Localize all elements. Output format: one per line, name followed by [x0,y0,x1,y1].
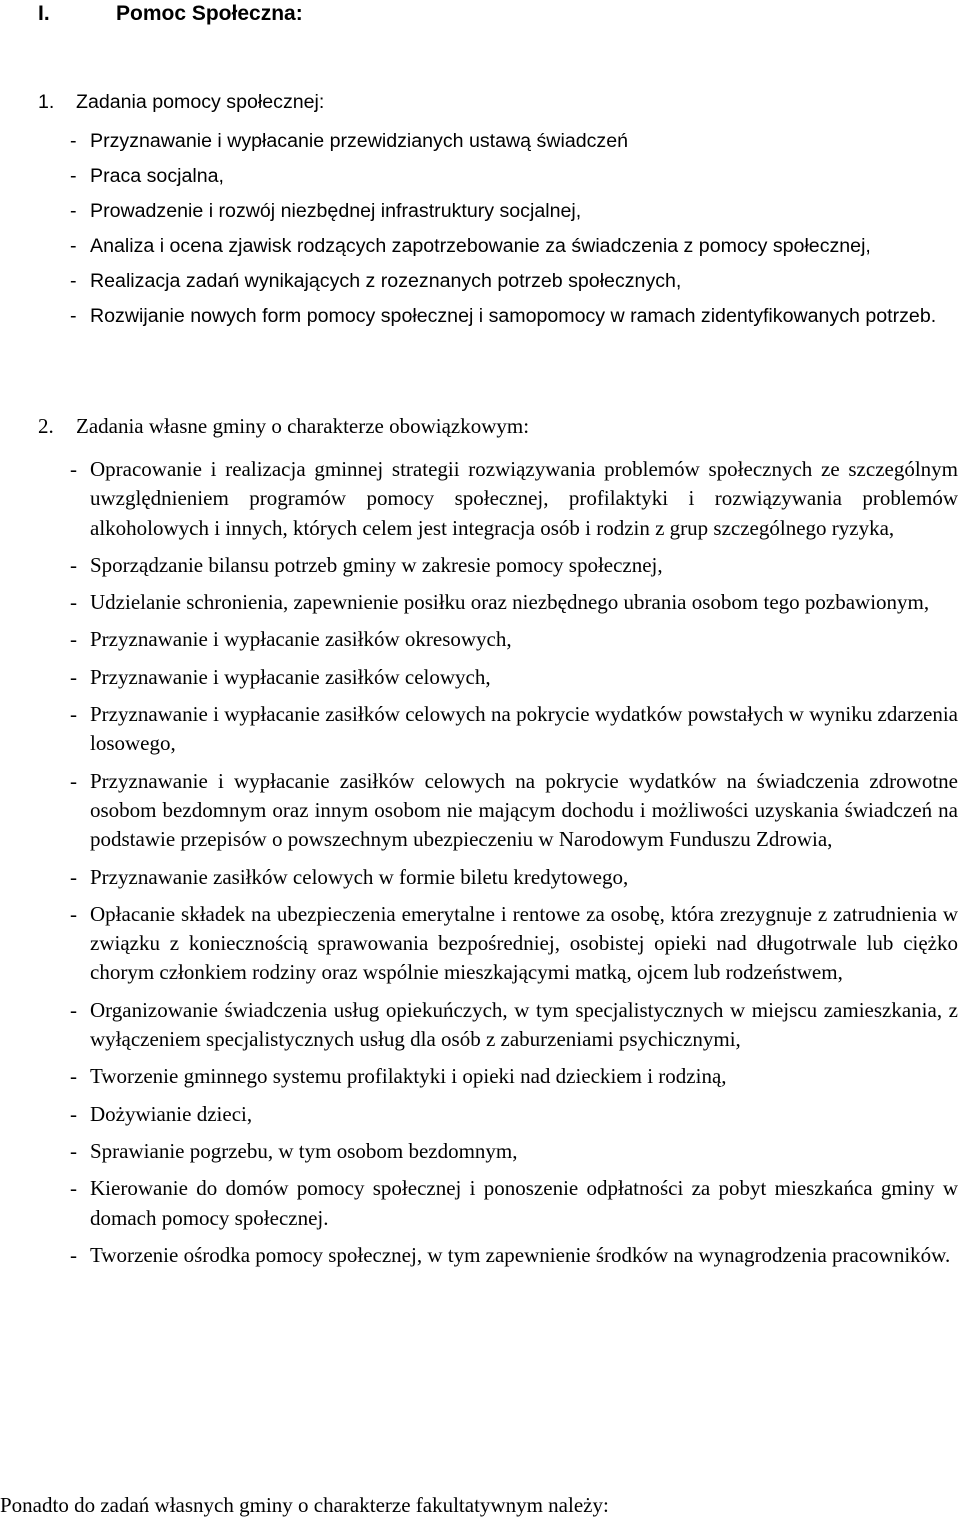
list-item-text: Tworzenie ośrodka pomocy społecznej, w tym zapewnienie środków na wynagrodzenia pracowników. [90,1242,951,1267]
section-1-title-text: Zadania pomocy społecznej: [76,91,325,113]
dash: - [70,235,77,257]
list-item [70,551,958,580]
list-item-text: Rozwijanie nowych form pomocy społecznej i samopomocy w ramach zidentyfikowanych potrzeb. [90,305,937,327]
list-item [70,1174,958,1233]
list-item-text: Opracowanie i realizacja gminnej strategii rozwiązywania problemów społecznych ze szczególnym uwzględnieniem programów pomocy społecznej, profilaktyki i rozwiązywania problemów alkoholowych i innych, których celem jest integracja osób i rodzin z grup szczególnego ryzyka, [90,457,958,540]
list-item-text: Prowadzenie i rozwój niezbędnej infrastruktury socjalnej, [90,200,582,222]
list-item [70,1062,958,1091]
dash: - [70,1242,77,1267]
dash: - [70,200,77,222]
list-item-text: Przyznawanie i wypłacanie zasiłków celowych, [90,664,491,689]
list-item-text: Tworzenie gminnego systemu profilaktyki i opieki nad dzieckiem i rodziną, [90,1064,727,1089]
list-item [0,302,958,331]
section-1-title [38,86,324,118]
dash: - [70,130,77,152]
section-2-title [38,410,529,442]
list-item-text: Przyznawanie zasiłków celowych w formie biletu kredytowego, [90,864,629,889]
dash: - [70,305,77,327]
list-item-text: Przyznawanie i wypłacanie zasiłków celowych na pokrycie wydatków powstałych w wyniku zdarzenia losowego, [90,702,958,756]
dash: - [70,270,77,292]
list-item [0,232,958,261]
list-item [70,900,958,988]
section-2-title-text: Zadania własne gminy o charakterze obowiązkowym: [76,414,530,438]
list-item-text: Organizowanie świadczenia usług opiekuńczych, w tym specjalistycznych w miejscu zamieszkania, z wyłączeniem specjalistycznych usług dla osób z zaburzeniami psychicznymi, [90,997,958,1052]
dash: - [70,864,77,889]
dash: - [70,165,77,187]
list-item [70,663,958,692]
dash: - [70,1176,77,1201]
list-item-text: Opłacanie składek na ubezpieczenia emerytalne i rentowe za osobę, która zrezygnuje z zatrudnienia w związku z koniecznością sprawowania bezpośredniej, osobistej opieki nad długotrwale lub ciężko chorym członkiem rodziny oraz wspólnie mieszkającymi matką, ojcem lub rodzeństwem, [90,901,958,985]
section-1-number: 1. [38,91,55,113]
list-item-text: Udzielanie schronienia, zapewnienie posiłku oraz niezbędnego ubrania osobom tego pozbawionym, [90,590,930,615]
dash: - [70,627,77,652]
dash: - [70,664,77,689]
list-item [70,700,958,759]
list-item-text: Kierowanie do domów pomocy społecznej i ponoszenie odpłatności za pobyt mieszkańca gminy w domach pomocy społecznej. [90,1176,958,1230]
list-item [70,996,958,1055]
list-item [70,1100,958,1129]
list-item [70,1137,958,1166]
list-item-text: Dożywianie dzieci, [90,1101,253,1126]
dash: - [70,997,77,1022]
list-item [70,767,958,855]
list-item-text: Sporządzanie bilansu potrzeb gminy w zakresie pomocy społecznej, [90,552,663,577]
list-item-text: Praca socjalna, [90,165,224,187]
section-2-number: 2. [38,414,54,438]
list-item [70,1241,958,1270]
dash: - [70,1101,77,1126]
list-item [70,267,958,296]
section-1-list [70,127,958,337]
dash: - [70,1064,77,1089]
list-item-text: Przyznawanie i wypłacanie zasiłków okresowych, [90,627,512,652]
list-item-text: Przyznawanie i wypłacanie przewidzianych ustawą świadczeń [90,130,628,152]
dash: - [70,901,77,926]
dash: - [70,552,77,577]
list-item [70,863,958,892]
list-item-text: Realizacja zadań wynikających z rozeznanych potrzeb społecznych, [90,270,682,292]
heading-number: I. [38,2,50,25]
dash: - [70,457,77,481]
list-item-text: Przyznawanie i wypłacanie zasiłków celowych na pokrycie wydatków na świadczenia zdrowotne osobom bezdomnym oraz innym osobom nie mającym dochodu i możliwości uzyskania świadczeń na podstawie przepisów o powszechnym ubezpieczeniu w Narodowym Funduszu Zdrowia, [90,768,958,852]
section-2-list [70,455,958,1278]
list-item [70,162,958,191]
dash: - [70,590,77,615]
list-item-text: Analiza i ocena zjawisk rodzących zapotrzebowanie za świadczenia z pomocy społecznej, [90,235,871,257]
list-item [70,197,958,226]
footer-paragraph: Ponadto do zadań własnych gminy o charakterze fakultatywnym należy: [0,1493,609,1517]
dash: - [70,702,77,727]
list-item [70,588,958,617]
list-item-text: Sprawianie pogrzebu, w tym osobom bezdomnym, [90,1138,518,1163]
list-item [70,455,958,543]
dash: - [70,1138,77,1163]
heading-title: Pomoc Społeczna: [116,2,303,25]
list-item [70,625,958,654]
list-item [70,127,958,156]
dash: - [70,768,77,793]
